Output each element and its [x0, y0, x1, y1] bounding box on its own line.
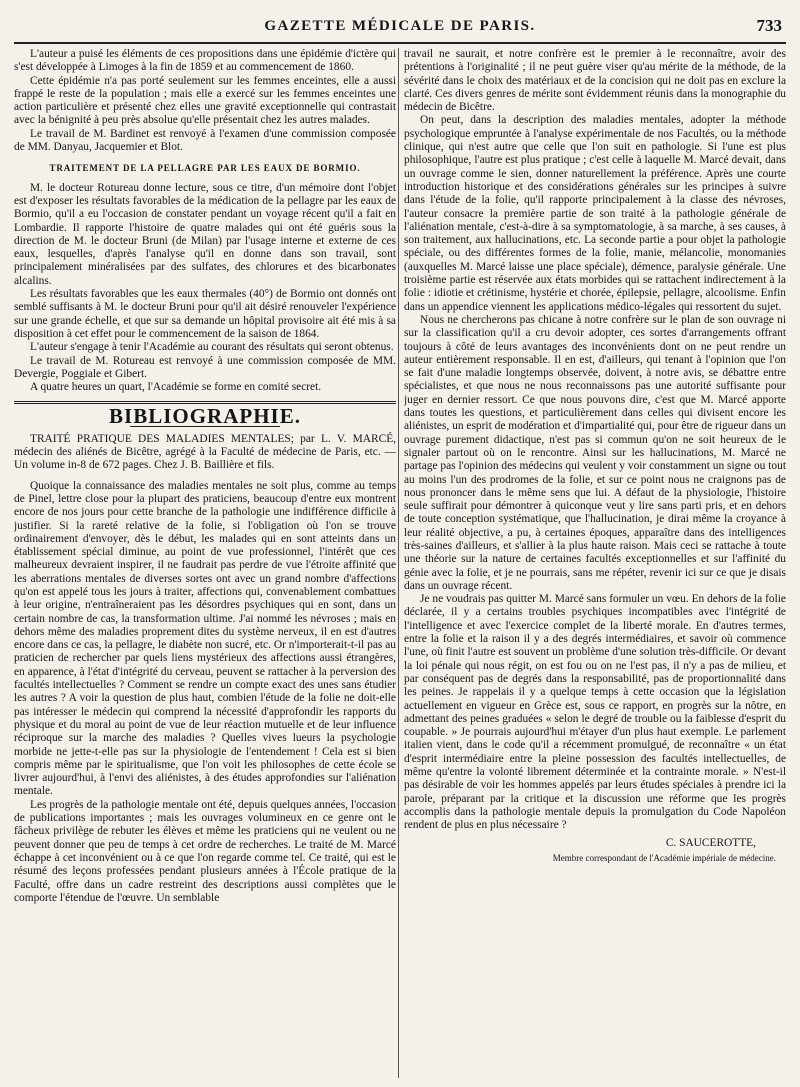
page-header — [14, 12, 786, 44]
review-continued-paragraph: travail ne saurait, et notre confrère est le premier à le reconnaître, avoir des prétentions à l'originalité ; il ne peut guère viser qu'au mérite de la méthode, de la sévérité dans le choix des matériaux et de la concision qui ne doit pas en exclure la clarté. Ces divers genres de mérite sont évidemment réunis dans la monographie du médecin de Bicêtre. — [404, 48, 786, 114]
intro-paragraph: L'auteur a puisé les éléments de ces propositions dans une épidémie d'ictère qui s'est développée à Limoges à la fin de 1859 et au commencement de 1860. — [14, 48, 396, 74]
author-affiliation: Membre correspondant de l'Académie impériale de médecine. — [552, 852, 776, 863]
review-paragraph: Les progrès de la pathologie mentale ont été, depuis quelques années, l'occasion de publications importantes ; mais les ouvrages volumineux en ce genre ont le fâcheux privilège de rebuter les élèves et même les praticiens qui ne veulent ou ne peuvent donner que peu de temps à cet ordre de recherches. Le traité de M. Marcé échappe à cet inconvénient ou à ce que l'on regarde comme tel. Ce traité, qui est le résumé des leçons professées pendant plusieurs années à l'École pratique de la Faculté, offre dans un cadre restreint des descriptions aussi complètes que le comporte l'étendue de l'œuvre. Un semblable — [14, 798, 396, 904]
section-paragraph: Le travail de M. Rotureau est renvoyé à une commission composée de MM. Devergie, Poggiale et Gibert. — [14, 354, 396, 380]
book-reference: TRAITÉ PRATIQUE DES MALADIES MENTALES; par L. V. MARCÉ, médecin des aliénés de Bicêtre, agrégé à la Faculté de médecine de Paris, etc. — Un volume in-8 de 672 pages. Chez J. B. Baillière et fils. — [14, 432, 396, 472]
review-paragraph: Quoique la connaissance des maladies mentales ne soit plus, comme au temps de Pinel, lettre close pour la plupart des praticiens, beaucoup d'entre eux montrent encore de nos jours pour cette branche de la pathologie une indifférence difficile à justifier. Si la rareté relative de la folie, si l'obligation où l'on se trouve ordinairement d'envoyer, dès le début, les malades qui en sont atteints dans un établissement spécial diminue, au point de vue professionnel, l'intérêt que ces malheureux devraient inspirer, il ne faudrait pas perdre de vue l'étroite affinité que les aberrations mentales de diverses sortes ont avec un grand nombre d'affections qu'on est appelé tous les jours à traiter, affections qui, convenablement combattues à leur origine, n'entraîneraient pas les désordres psychiques qui en sont, dans un certain nombre de cas, la transformation ultime. J'ai nommé les névroses ; mais en dehors même des maladies proprement dites du système nerveux, il en est d'autres encore dans ce cas, la pellagre, le diabète non sucré, etc. Or n'importerait-t-il pas au praticien de rechercher par quels liens mystérieux des affections aussi étrangères, en apparence, à l'état d'intégrité du cerveau, peuvent se rattacher à la perversion des facultés intellectuelles ? Comment se rendre un compte exact des unes sans étudier les autres ? A voir la question de plus haut, combien l'étude de la folie ne doit-elle pas intéresser le médecin qui comprend la nécessité d'approfondir les rapports du physique et du moral au point de vue de leur réaction mutuelle et de leur influence réciproque sur la marche des maladies ? Quelles vives lueurs la psychologie morbide ne jette-t-elle pas sur la physiologie de l'entendement ! Cela est si bien compris même par le spiritualisme, que l'on voit les philosophes de cette école se livrer aujourd'hui, à l'envi des aliénistes, à des études approfondies sur l'aliénation mentale. — [14, 479, 396, 798]
section-title: TRAITEMENT DE LA PELLAGRE PAR LES EAUX DE BORMIO. — [49, 163, 361, 174]
section-paragraph: A quatre heures un quart, l'Académie se forme en comité secret. — [30, 381, 322, 394]
intro-paragraph: Le travail de M. Bardinet est renvoyé à l'examen d'une commission composée de MM. Danyau, Jacquemier et Blot. — [14, 127, 396, 154]
review-paragraph: Je ne voudrais pas quitter M. Marcé sans formuler un vœu. En dehors de la folie déclarée, il y a certains troubles psychiques incompatibles avec l'intégrité de l'intelligence et avec l'exercice complet de la liberté morale. En d'autres termes, entre la folie et la raison il y a des degrés intermédiaires, et savoir où commence l'une, où finit l'autre est souvent un problème d'une solution très-difficile. Or devant la loi pénale qui nous régit, on est fou ou on ne l'est pas, il n'y a pas de milieu, et par conséquent pas de degrés dans la responsabilité, pas de proportionnalité dans les peines. Je rappelais il y a quelque temps à cette occasion que la législation actuellement en vigueur en Grèce est, sous ce rapport, en progrès sur la nôtre, en admettant des peines graduées « selon le degré de trouble ou la faiblesse d'esprit du coupable. » Je pourrais aujourd'hui m'étayer d'un plus haut exemple. Le parlement italien vient, dans le code qu'il a récemment promulgué, de reconnaître « un état d'esprit intermédiaire entre la pleine possession des facultés intellectuelles, de même qu'entre la volonté librement déterminée et la contrainte morale. » N'est-il pas désirable de voir les hommes appelés par leurs études spéciales à prendre ici la parole, préparant par la critique et la discussion une réforme que les progrès accomplis dans la pathologie mentale depuis la promulgation du Code Napoléon rendent de plus en plus nécessaire ? — [404, 593, 786, 832]
author-signature: C. SAUCEROTTE, — [665, 836, 756, 849]
review-paragraph: Nous ne chercherons pas chicane à notre confrère sur le plan de son ouvrage ni sur la classification qu'il a cru devoir adopter, ces sortes d'arrangements offrant toujours à côté de leurs avantages des inconvénients dont on ne peut rendre un auteur entièrement responsable. Il en est, d'ailleurs, qui tenant à l'opinion que l'on se fait d'une maladie longtemps observée, doivent, à notre avis, se débattre entre spécialistes, et que nous ne nous reconnaissons pas une autorité suffisante pour juger en dernier ressort. Ce que nous pouvons dire, c'est que M. Marcé apporte dans toutes les questions, et particulièrement dans celles qui divisent encore les aliénistes, un esprit de modération et d'impartialité qui, pour être de rigueur dans un ouvrage purement didactique, n'est pas si commun qu'on ne soit heureux de le signaler partout où on le rencontre. Ainsi sur les hallucinations, M. Marcé ne partage pas l'opinion des médecins qui veulent y voir constamment un signe ou tout au moins l'un des prodromes de la folie, et sur ce point nous ne craignons pas de nous prononcer dans le même sens que lui. A défaut de la physiologie, l'histoire seule suffirait pour démontrer à quiconque veut y lire sans parti pris, et en dehors de toute conception systématique, que l'hallucination, je dirai même la croyance à leur réalité objective, a pu, à certaines époques, apparaître dans des intelligences très-saines d'ailleurs, et s'allier à la plus haute raison. Mais ceci se rattache à toute une théorie sur la nature de certaines facultés exceptionnelles et sur l'affinité du génie avec la folie, et je ne pourrais, sans me répéter, revenir ici sur ce que je disais dans un ouvrage récent. — [404, 313, 786, 592]
column-divider — [398, 48, 399, 1078]
section-paragraph: M. le docteur Rotureau donne lecture, sous ce titre, d'un mémoire dont l'objet est d'exposer les résultats favorables de la médication de la pellagre par les eaux de Bormio, qu'il a eu l'occasion de constater pendant un voyage récent qu'il a fait en Lombardie. Il rapporte l'histoire de quatre malades qui ont été guéris sous la direction de M. le docteur Bruni (de Milan) par l'usage interne et externe de ces eaux, lesquelles, d'après l'analyse qu'il en donne dans son travail, sont principalement minéralisées par des sulfates, des chlorures et des bicarbonates alcalins. — [14, 181, 396, 287]
section-paragraph: Les résultats favorables que les eaux thermales (40°) de Bormio ont donnés ont semblé suffisants à M. le docteur Bruni pour qu'il ait désiré renouveler l'expérience sur une grande échelle, et que sur sa demande un hôpital provisoire ait été mis à sa disposition à cet effet pour le commencement de la saison de 1864. — [14, 288, 396, 340]
left-column — [14, 48, 396, 1078]
review-paragraph: On peut, dans la description des maladies mentales, adopter la méthode psychologique empruntée à l'analyse expérimentale de nos Facultés, ou la méthode clinique, qui n'est autre que celle que l'on suit en pathologie. Si l'une est plus philosophique, l'autre est plus pratique ; c'est celle à laquelle M. Marcé devait, dans un ouvrage comme le sien, donner naturellement la préférence. Après une courte introduction historique et des considérations générales sur les principes à suivre dans l'étude de la folie, qu'il rapporte principalement à la classe des névroses, l'auteur consacre la première partie de son traité à la pathologie générale de l'aliénation mentale, c'est-à-dire à sa symptomatologie, à sa marche, à ses causes, à son traitement, aux hallucinations, etc. La seconde partie a pour objet la pathologie spéciale, ou des différentes formes de la folie, manie, mélancolie, monomanies (auxquelles M. Marcé laisse une place spéciale), démence, paralysie générale. Une troisième partie est réservée aux états morbides qui se rattachent indirectement à la folie : idiotie et crétinisme, hystérie et chorée, épilepsie, pellagre, alcoolisme. Enfin dans un appendice viennent les applications médico-légales qui ressortent du sujet. — [404, 114, 786, 313]
page-number: 733 — [756, 16, 782, 35]
intro-paragraph: Cette épidémie n'a pas porté seulement sur les femmes enceintes, elle a aussi frappé le reste de la population ; mais elle a exercé sur les femmes enceintes une action particulière et présenté chez elles une gravité exceptionnelle qui contrastait avec la bénignité à peu près absolue qu'elle présentait chez les autres malades. — [14, 74, 396, 127]
bibliography-heading: BIBLIOGRAPHIE. — [109, 404, 301, 429]
right-column — [404, 48, 786, 1078]
journal-title: GAZETTE MÉDICALE DE PARIS. — [264, 18, 536, 34]
section-paragraph: L'auteur s'engage à tenir l'Académie au courant des résultats qui seront obtenus. — [30, 341, 394, 354]
